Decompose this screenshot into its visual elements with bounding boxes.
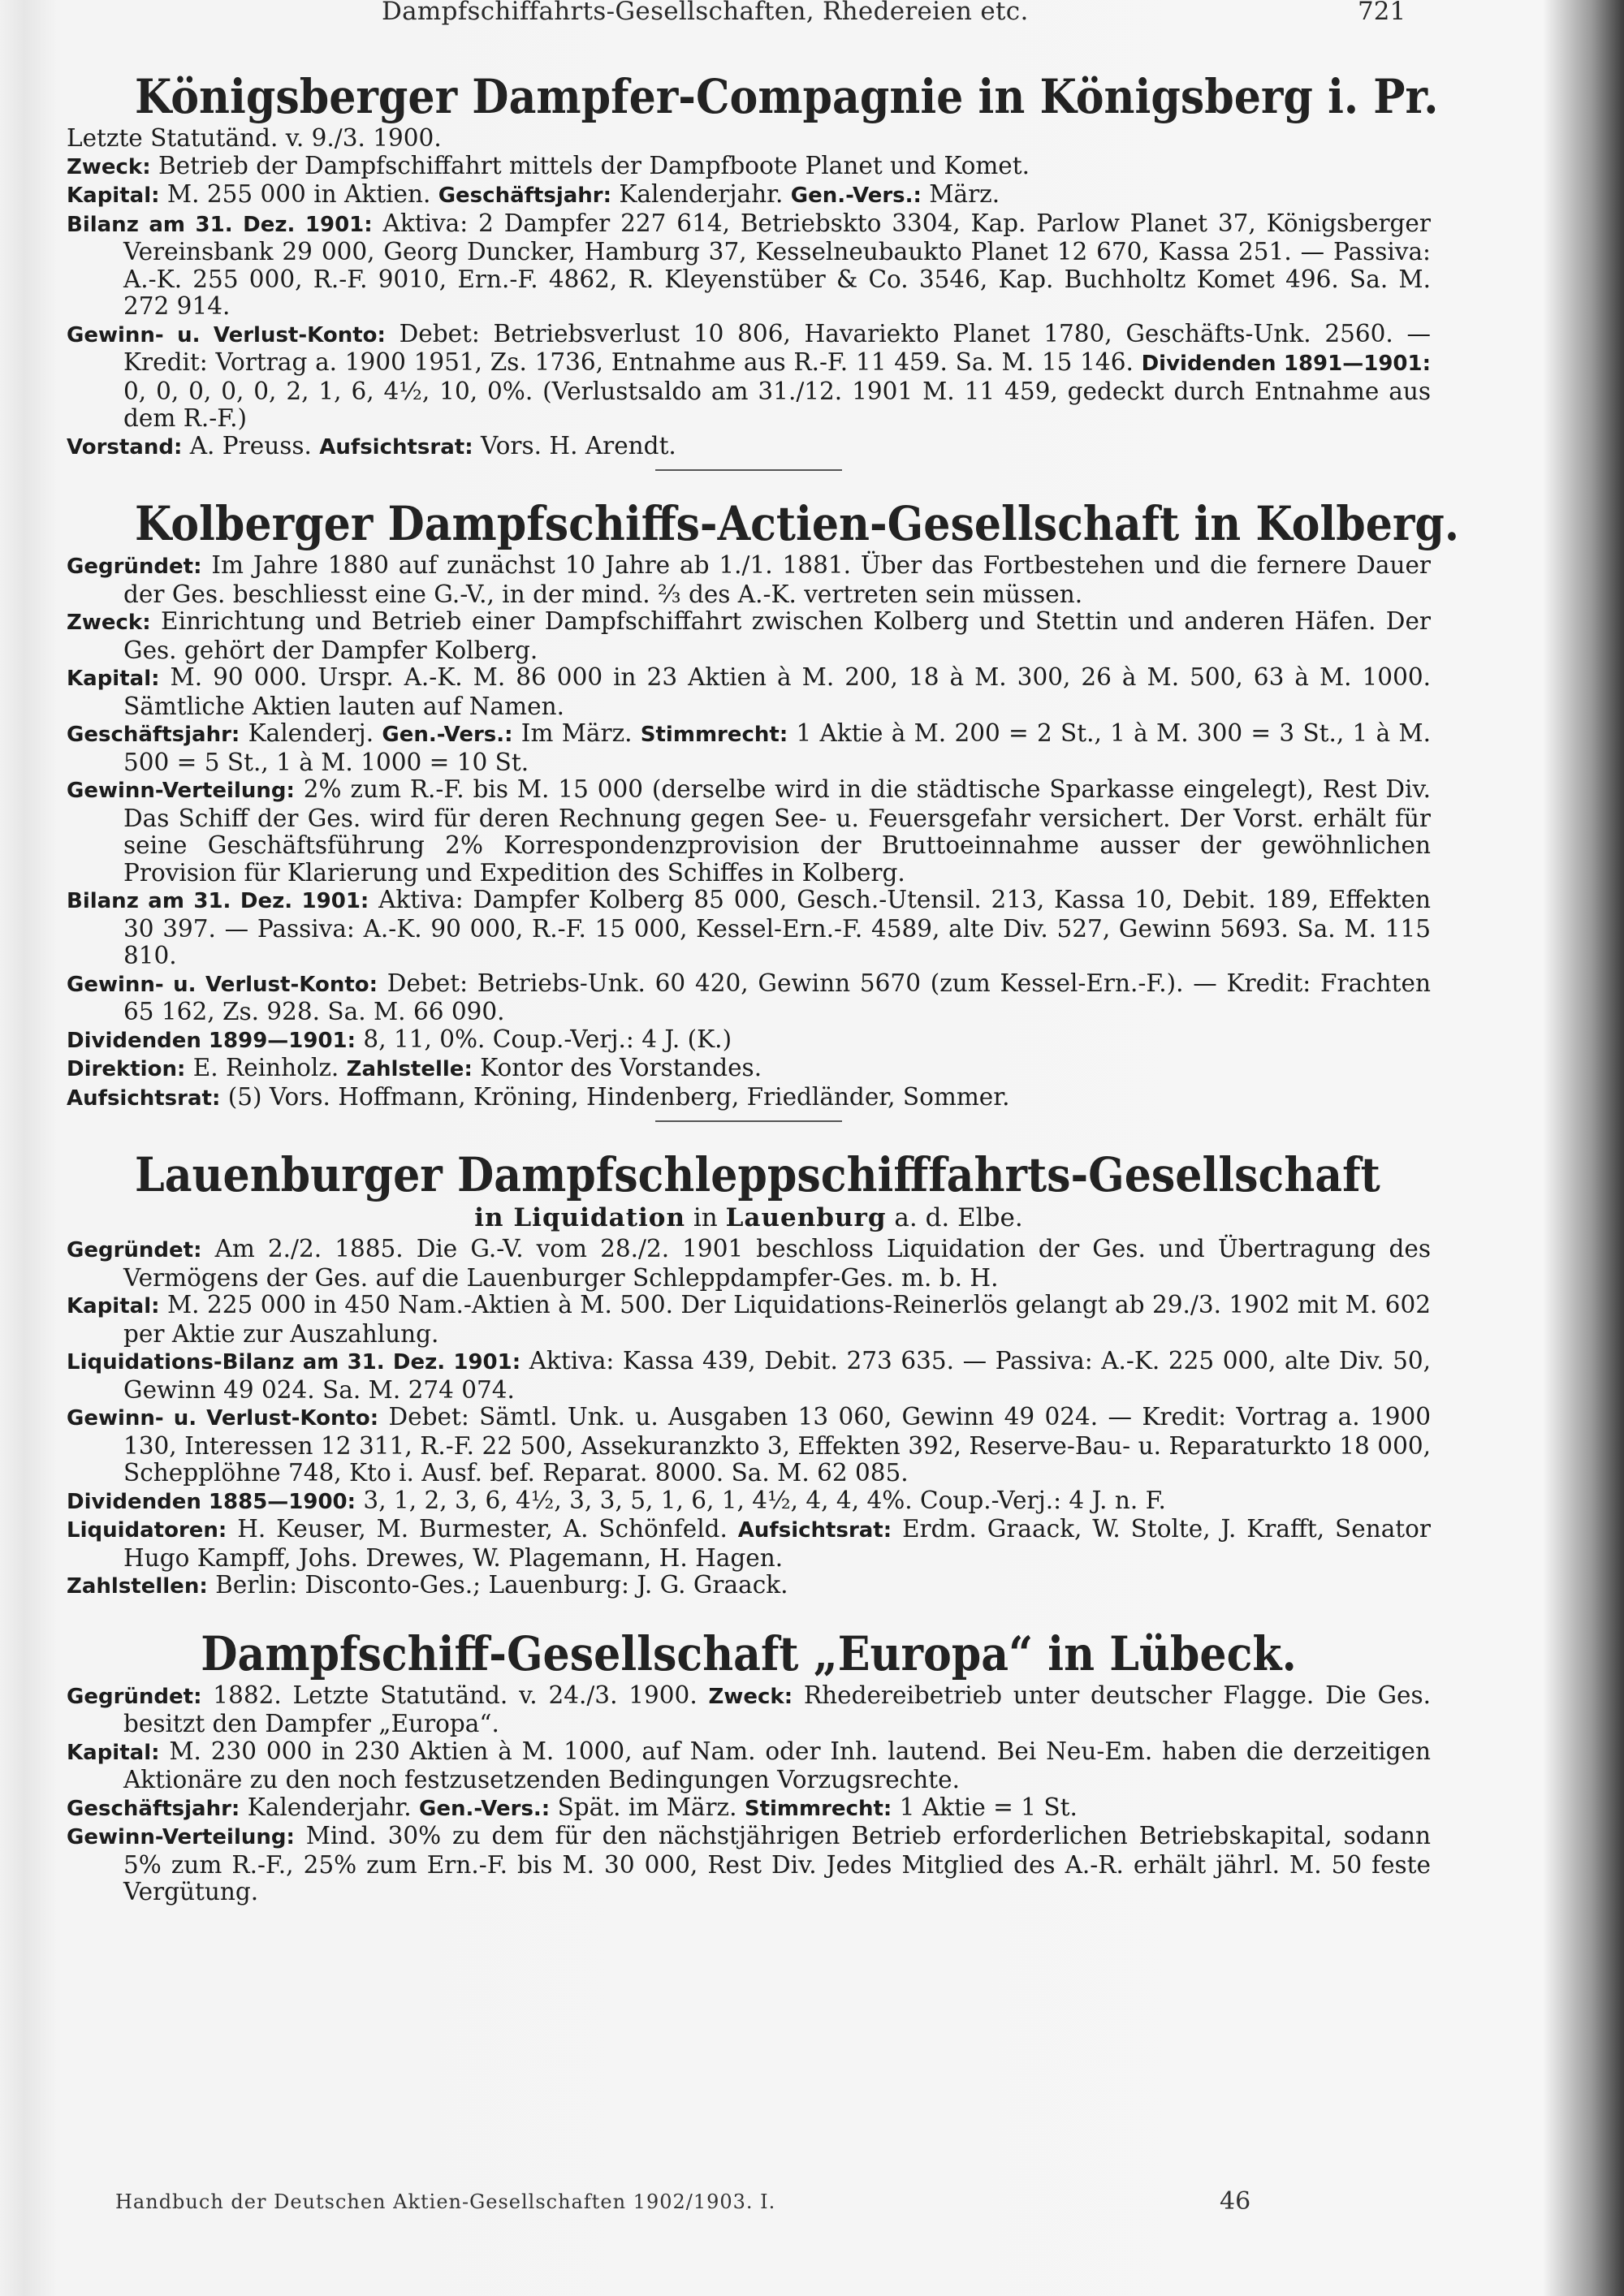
entry-bilanz xyxy=(67,887,1431,970)
page-content xyxy=(67,68,1460,1931)
entry-label: Bilanz am 31. Dez. 1901: xyxy=(67,889,369,913)
entry-text: M. 255 000 in Aktien. xyxy=(159,180,438,208)
entry-label: Gegründet: xyxy=(67,1238,202,1262)
page-footer xyxy=(67,2187,1431,2223)
entry-text: 3, 1, 2, 3, 6, 4½, 3, 3, 5, 1, 6, 1, 4½, 4, 4, 4%. Coup.-Verj.: 4 J. n. F. xyxy=(356,1486,1166,1514)
footer-book-title: Handbuch der Deutschen Aktien-Gesellschaften 1902/1903. I. xyxy=(115,2190,776,2213)
entry-text: Am 2./2. 1885. Die G.-V. vom 28./2. 1901 beschloss Liquidation der Ges. und Übertragung des Vermögens der Ges. auf die Lauenburger Schleppdampfer-Ges. m. b. H. xyxy=(123,1235,1431,1292)
subtitle-text: a. d. Elbe. xyxy=(886,1203,1023,1232)
entry-label: Gegründet: xyxy=(67,555,202,579)
entry-text: 8, 11, 0%. Coup.-Verj.: 4 J. (K.) xyxy=(356,1025,732,1053)
entry-text: 1 Aktie = 1 St. xyxy=(892,1793,1078,1821)
entry-label: Aufsichtsrat: xyxy=(319,434,473,460)
entry-text: 2% zum R.-F. bis M. 15 000 (derselbe wird in die städtische Sparkasse eingelegt), Rest Div. Das Schiff der Ges. wird für deren Rechnung gegen See- u. Feuersgefahr versichert. Der Vorst. erhält für seine Geschäftsführung 2% Korrespondenzprovision der Bruttoeinnahme ausser der gewöhnlichen Provision für Klarierung und Expedition des Schiffes in Kolberg. xyxy=(123,775,1431,887)
section-divider xyxy=(655,469,842,471)
entry-aufsichtsrat xyxy=(67,1084,1431,1113)
entry-text: M. 230 000 in 230 Aktien à M. 1000, auf Nam. oder Inh. lautend. Bei Neu-Em. haben die derzeitigen Aktionäre zu den noch festzusetzenden Bedingungen Vorzugsrechte. xyxy=(123,1737,1431,1793)
entry-label: Zahlstelle: xyxy=(346,1057,473,1081)
entry-text: Kalenderjahr. xyxy=(611,180,791,208)
entry-label: Gen.-Vers.: xyxy=(419,1796,551,1821)
company-entry-europa xyxy=(67,1625,1431,1906)
entry-text: 0, 0, 0, 0, 0, 2, 1, 6, 4½, 10, 0%. (Verlustsaldo am 31./12. 1901 M. 11 459, gedeckt durch Entnahme aus dem R.-F.) xyxy=(123,377,1431,432)
entry-geschaeftsjahr xyxy=(67,720,1431,776)
entry-liquidatoren xyxy=(67,1516,1431,1572)
company-subtitle xyxy=(67,1203,1431,1232)
entry-text: Aktiva: Kassa 439, Debit. 273 635. — Passiva: A.-K. 225 000, alte Div. 50, Gewinn 49 024. Sa. M. 274 074. xyxy=(123,1347,1431,1404)
entry-label: Dividenden 1891—1901: xyxy=(1141,352,1431,376)
company-title: Dampfschiff-Gesellschaft „Europa“ in Lübeck. xyxy=(201,1625,1297,1681)
entry-label: Gewinn-Verteilung: xyxy=(67,1825,295,1849)
entry-label: Geschäftsjahr: xyxy=(67,723,240,747)
entry-dividenden xyxy=(67,1487,1431,1517)
entry-text: Rhedereibetrieb unter deutscher Flagge. Die Ges. besitzt den Dampfer „Europa“. xyxy=(123,1681,1431,1737)
entry-text: Kontor des Vorstandes. xyxy=(472,1054,762,1081)
entry-label: Geschäftsjahr: xyxy=(438,183,612,208)
entry-text: Letzte Statutänd. v. 9./3. 1900. xyxy=(67,124,442,152)
entry-text: Im Jahre 1880 auf zunächst 10 Jahre ab 1./1. 1881. Über das Fortbestehen und die fernere Dauer der Ges. beschliesst eine G.-V., in der mind. ⅔ des A.-K. vertreten sein müssen. xyxy=(123,551,1431,608)
entry-text: Debet: Betriebsverlust 10 806, Havariekto Planet 1780, Geschäfts-Unk. 2560. — Kredit: Vortrag a. 1900 1951, Zs. 1736, Entnahme aus R.-F. 11 459. Sa. M. 15 146. xyxy=(123,319,1431,376)
entry-text: Vors. H. Arendt. xyxy=(473,431,676,460)
entry-text: März. xyxy=(921,180,1000,208)
entry-label: Gewinn- u. Verlust-Konto: xyxy=(67,972,378,997)
company-entry-lauenburg xyxy=(67,1146,1431,1601)
company-entry-koenigsberg xyxy=(67,68,1439,471)
entry-liquidations-bilanz xyxy=(67,1348,1431,1404)
entry-gegruendet xyxy=(67,1236,1431,1292)
entry-gegruendet xyxy=(67,552,1431,608)
entry-label: Kapital: xyxy=(67,1294,160,1318)
entry-text: Im März. xyxy=(512,719,641,747)
entry-gewinn-verteilung xyxy=(67,776,1431,887)
entry-label: Bilanz am 31. Dez. 1901: xyxy=(67,212,373,237)
entry-kapital xyxy=(67,664,1431,720)
entry-text: H. Keuser, M. Burmester, A. Schönfeld. xyxy=(227,1515,738,1543)
entry-direktion xyxy=(67,1055,1431,1084)
company-title: Lauenburger Dampfschleppschifffahrts-Gesellschaft xyxy=(135,1147,1380,1202)
entry-label: Gewinn-Verteilung: xyxy=(67,779,295,803)
entry-text: (5) Vors. Hoffmann, Kröning, Hindenberg, Friedländer, Sommer. xyxy=(220,1082,1010,1111)
page-number: 721 xyxy=(1358,0,1406,26)
running-head xyxy=(0,0,1624,28)
entry-zweck xyxy=(67,153,1431,182)
entry-gegruendet xyxy=(67,1682,1431,1738)
entry-label: Direktion: xyxy=(67,1057,186,1081)
entry-label: Zweck: xyxy=(708,1684,793,1709)
running-head-title: Dampfschiffahrts-Gesellschaften, Rhedereien etc. xyxy=(382,0,1029,26)
entry-gewinn-verlust xyxy=(67,1404,1431,1487)
entry-text: 1 Aktie à M. 200 = 2 St., 1 à M. 300 = 3 St., 1 à M. 500 = 5 St., 1 à M. 1000 = 10 St. xyxy=(123,719,1432,776)
company-title: Königsberger Dampfer-Compagnie in Königsberg i. Pr. xyxy=(135,69,1439,124)
entry-text: Spät. im März. xyxy=(550,1793,745,1821)
entry-kapital xyxy=(67,1738,1431,1794)
footer-signature-number: 46 xyxy=(1220,2187,1251,2216)
entry-gewinn-verlust xyxy=(67,970,1431,1026)
entry-text: A. Preuss. xyxy=(182,431,320,460)
entry-vorstand xyxy=(67,433,1431,462)
company-title: Kolberger Dampfschiffs-Actien-Gesellschaft in Kolberg. xyxy=(135,496,1460,551)
entry-label: Stimmrecht: xyxy=(640,723,788,747)
section-divider xyxy=(655,1120,842,1122)
entry-gewinn-verteilung xyxy=(67,1823,1431,1906)
entry-label: Gewinn- u. Verlust-Konto: xyxy=(67,322,386,347)
entry-text: Kalenderj. xyxy=(240,719,382,747)
entry-label: Gen.-Vers.: xyxy=(790,183,922,208)
entry-text: M. 90 000. Urspr. A.-K. M. 86 000 in 23 Aktien à M. 200, 18 à M. 300, 26 à M. 500, 63 à M. 1000. Sämtliche Aktien lauten auf Namen. xyxy=(123,663,1431,720)
entry-zahlstellen xyxy=(67,1572,1431,1601)
subtitle-bold: in Liquidation xyxy=(474,1203,686,1232)
entry-label: Zweck: xyxy=(67,154,151,179)
entry-text: Aktiva: Dampfer Kolberg 85 000, Gesch.-Utensil. 213, Kassa 10, Debit. 189, Effekten 30 397. — Passiva: A.-K. 90 000, R.-F. 15 000, Kessel-Ern.-F. 4589, alte Div. 527, Gewinn 5693. Sa. M. 115 810. xyxy=(123,886,1431,969)
entry-label: Gegründet: xyxy=(67,1684,202,1709)
entry-text: Berlin: Disconto-Ges.; Lauenburg: J. G. Graack. xyxy=(207,1571,788,1599)
entry-text: Kalenderjahr. xyxy=(240,1793,420,1821)
entry-label: Gewinn- u. Verlust-Konto: xyxy=(67,1406,379,1431)
entry-label: Liquidations-Bilanz am 31. Dez. 1901: xyxy=(67,1350,521,1375)
entry-text: Mind. 30% zu dem für den nächstjährigen Betrieb erforderlichen Betriebskapital, sodann 5% zum R.-F., 25% zum Ern.-F. bis M. 30 000, Rest Div. Jedes Mitglied des A.-R. erhält jährl. M. 50 feste Vergütung. xyxy=(123,1822,1431,1905)
entry-text: E. Reinholz. xyxy=(185,1054,347,1081)
entry-text: Aktiva: 2 Dampfer 227 614, Betriebskto 3304, Kap. Parlow Planet 37, Königsberger Vereinsbank 29 000, Georg Duncker, Hamburg 37, Kesselneubaukto Planet 12 670, Kassa 251. — Passiva: A.-K. 255 000, R.-F. 9010, Ern.-F. 4862, R. Kleyenstüber & Co. 3546, Kap. Buchholtz Komet 496. Sa. M. 272 914. xyxy=(123,209,1431,320)
subtitle-text: in xyxy=(685,1203,726,1232)
entry-text: Einrichtung und Betrieb einer Dampfschiffahrt zwischen Kolberg und Stettin und anderen Häfen. Der Ges. gehört der Dampfer Kolberg. xyxy=(123,607,1431,664)
entry-label: Vorstand: xyxy=(67,434,183,460)
entry-label: Stimmrecht: xyxy=(744,1796,892,1821)
entry-gewinn-verlust xyxy=(67,321,1431,433)
entry-label: Gen.-Vers.: xyxy=(382,723,513,747)
entry-label: Dividenden 1885—1900: xyxy=(67,1489,356,1514)
entry-kapital xyxy=(67,1292,1431,1348)
entry-kapital xyxy=(67,181,1431,210)
entry-text: Debet: Betriebs-Unk. 60 420, Gewinn 5670 (zum Kessel-Ern.-F.). — Kredit: Frachten 65 162, Zs. 928. Sa. M. 66 090. xyxy=(123,969,1431,1025)
entry-text: M. 225 000 in 450 Nam.-Aktien à M. 500. Der Liquidations-Reinerlös gelangt ab 29./3. 1902 mit M. 602 per Aktie zur Auszahlung. xyxy=(123,1291,1431,1348)
entry-label: Kapital: xyxy=(67,1740,160,1765)
entry-geschaeftsjahr xyxy=(67,1794,1431,1823)
entry-label: Dividenden 1899—1901: xyxy=(67,1028,356,1053)
entry-label: Aufsichtsrat: xyxy=(67,1085,221,1111)
entry-statute xyxy=(67,125,1431,153)
subtitle-bold: Lauenburg xyxy=(725,1203,887,1232)
entry-label: Kapital: xyxy=(67,183,160,208)
entry-label: Geschäftsjahr: xyxy=(67,1796,240,1821)
entry-text: 1882. Letzte Statutänd. v. 24./3. 1900. xyxy=(201,1681,709,1709)
entry-text: Betrieb der Dampfschiffahrt mittels der Dampfboote Planet und Komet. xyxy=(150,151,1030,179)
entry-label: Kapital: xyxy=(67,667,160,691)
entry-label: Zahlstellen: xyxy=(67,1574,208,1599)
entry-label: Zweck: xyxy=(67,611,151,635)
entry-dividenden xyxy=(67,1026,1431,1055)
entry-text: Erdm. Graack, W. Stolte, J. Krafft, Senator Hugo Kampff, Johs. Drewes, W. Plagemann, H. Hagen. xyxy=(123,1515,1431,1572)
entry-zweck xyxy=(67,608,1431,664)
entry-label: Aufsichtsrat: xyxy=(737,1518,892,1543)
entry-text: Debet: Sämtl. Unk. u. Ausgaben 13 060, Gewinn 49 024. — Kredit: Vortrag a. 1900 130, Interessen 12 311, R.-F. 22 500, Assekuranzkto 3, Effekten 392, Reserve-Bau- u. Reparaturkto 18 000, Schepplöhne 748, Kto i. Ausf. bef. Reparat. 8000. Sa. M. 62 085. xyxy=(123,1403,1432,1487)
company-entry-kolberg xyxy=(67,495,1460,1122)
entry-label: Liquidatoren: xyxy=(67,1518,227,1543)
entry-bilanz xyxy=(67,210,1431,321)
